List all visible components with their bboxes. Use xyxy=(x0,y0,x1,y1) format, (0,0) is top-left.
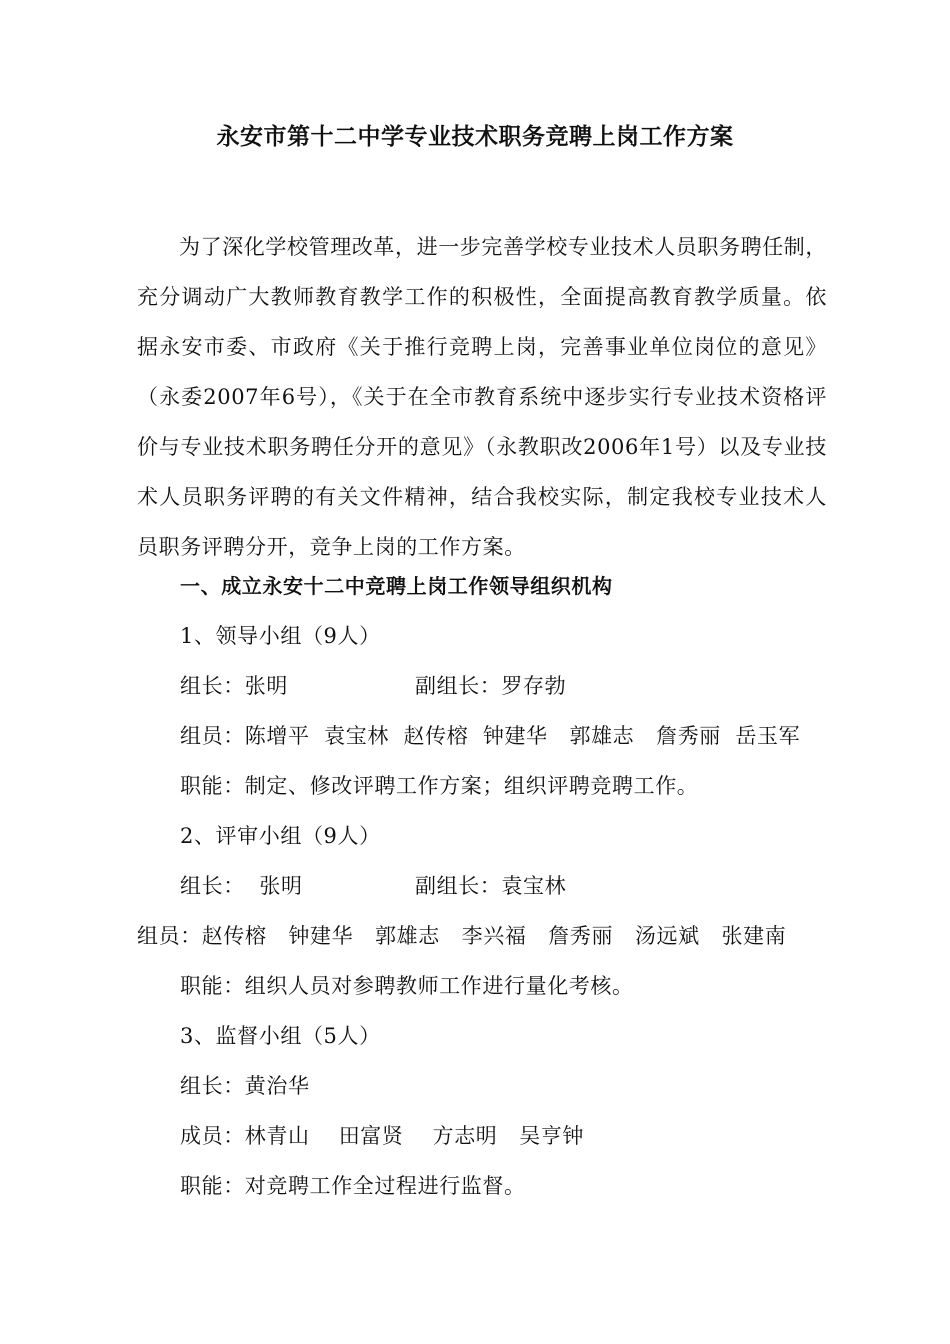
group1-leader: 组长：张明 xyxy=(180,674,288,698)
group3-function: 职能：对竞聘工作全过程进行监督。 xyxy=(180,1174,526,1198)
group1-members: 组员：陈增平 袁宝林 赵传榕 钟建华 郭雄志 詹秀丽 岳玉军 xyxy=(180,724,801,748)
group1-deputy: 副组长：罗存勃 xyxy=(415,674,567,698)
group2-members: 组员：赵传榕 钟建华 郭雄志 李兴福 詹秀丽 汤远斌 张建南 xyxy=(137,924,787,948)
document-title: 永安市第十二中学专业技术职务竞聘上岗工作方案 xyxy=(216,124,734,150)
group2-heading: 2、评审小组（9人） xyxy=(180,824,381,848)
section-heading-1: 一、成立永安十二中竞聘上岗工作领导组织机构 xyxy=(180,574,613,598)
intro-paragraph: 为了深化学校管理改革，进一步完善学校专业技术人员职务聘任制，充分调动广大教师教育教学工作的积极性，全面提高教育教学质量。依据永安市委、市政府《关于推行竞聘上岗，完善事业单位岗位的意见》（永委2007年6号），《关于在全市教育系统中逐步实行专业技术资格评价与专业技术职务聘任分开的意见》（永教职改2006年1号）以及专业技术人员职务评聘的有关文件精神，结合我校实际，制定我校专业技术人员职务评聘分开，竞争上岗的工作方案。 xyxy=(137,235,827,559)
group2-leader: 组长： 张明 xyxy=(180,874,303,898)
group1-heading: 1、领导小组（9人） xyxy=(180,624,381,648)
group3-leader: 组长：黄治华 xyxy=(180,1074,310,1098)
group2-deputy: 副组长：袁宝林 xyxy=(415,874,567,898)
group2-function: 职能：组织人员对参聘教师工作进行量化考核。 xyxy=(180,974,634,998)
group3-members: 成员：林青山 田富贤 方志明 吴亨钟 xyxy=(180,1124,585,1148)
group1-function: 职能：制定、修改评聘工作方案；组织评聘竞聘工作。 xyxy=(180,774,699,798)
group3-heading: 3、监督小组（5人） xyxy=(180,1024,381,1048)
